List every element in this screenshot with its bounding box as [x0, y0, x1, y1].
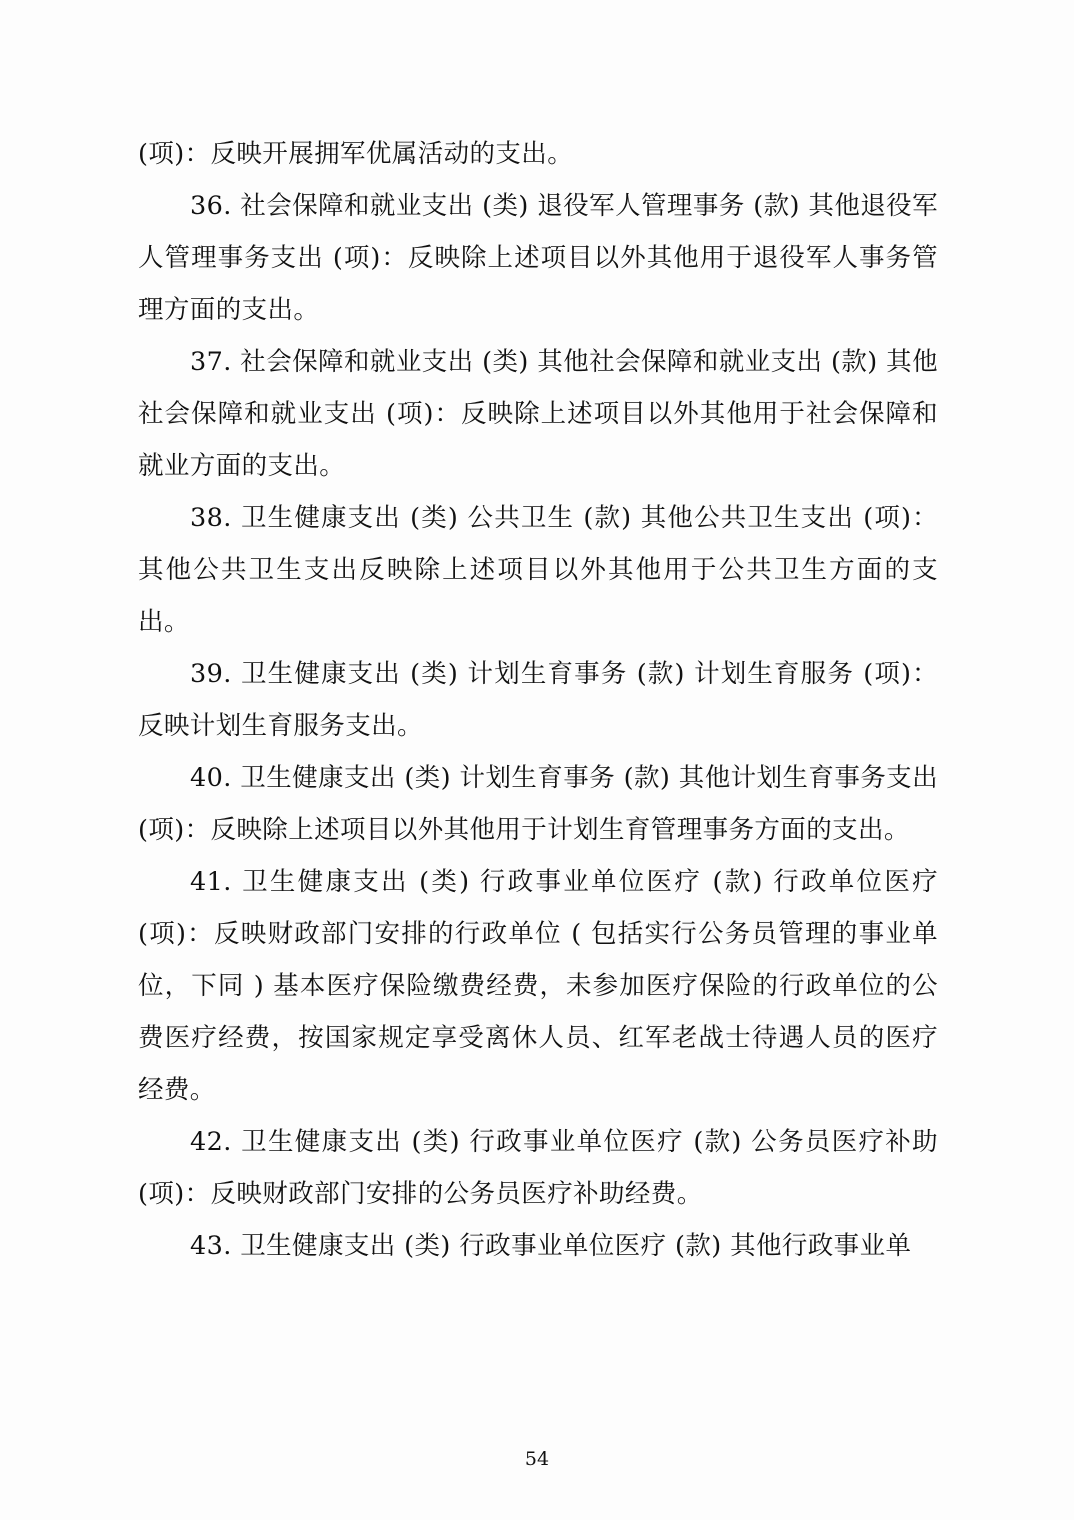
paragraph: 36. 社会保障和就业支出 (类) 退役军人管理事务 (款) 其他退役军人管理事务支出 (项)：反映除上述项目以外其他用于退役军人事务管理方面的支出。 [138, 191, 938, 325]
paragraph: 38. 卫生健康支出 (类) 公共卫生 (款) 其他公共卫生支出 (项)：其他公共卫生支出反映除上述项目以外其他用于公共卫生方面的支出。 [138, 503, 938, 637]
paragraph: 39. 卫生健康支出 (类) 计划生育事务 (款) 计划生育服务 (项)：反映计划生育服务支出。 [138, 659, 938, 741]
paragraph: 42. 卫生健康支出 (类) 行政事业单位医疗 (款) 公务员医疗补助 (项)：反映财政部门安排的公务员医疗补助经费。 [138, 1127, 938, 1209]
page-number: 54 [524, 1448, 550, 1470]
paragraph: (项)：反映开展拥军优属活动的支出。 [138, 139, 574, 169]
page-body-text [138, 128, 938, 1272]
paragraph: 40. 卫生健康支出 (类) 计划生育事务 (款) 其他计划生育事务支出 (项)：反映除上述项目以外其他用于计划生育管理事务方面的支出。 [138, 763, 938, 845]
paragraph: 41. 卫生健康支出 (类) 行政事业单位医疗 (款) 行政单位医疗 (项)：反映财政部门安排的行政单位 ( 包括实行公务员管理的事业单位，下同 ) 基本医疗保险缴费经费，未参加医疗保险的行政单位的公费医疗经费，按国家规定享受离休人员、红军老战士待遇人员的医疗经费。 [138, 867, 938, 1105]
paragraph: 43. 卫生健康支出 (类) 行政事业单位医疗 (款) 其他行政事业单 [190, 1231, 912, 1261]
paragraph: 37. 社会保障和就业支出 (类) 其他社会保障和就业支出 (款) 其他社会保障和就业支出 (项)：反映除上述项目以外其他用于社会保障和就业方面的支出。 [138, 347, 938, 481]
